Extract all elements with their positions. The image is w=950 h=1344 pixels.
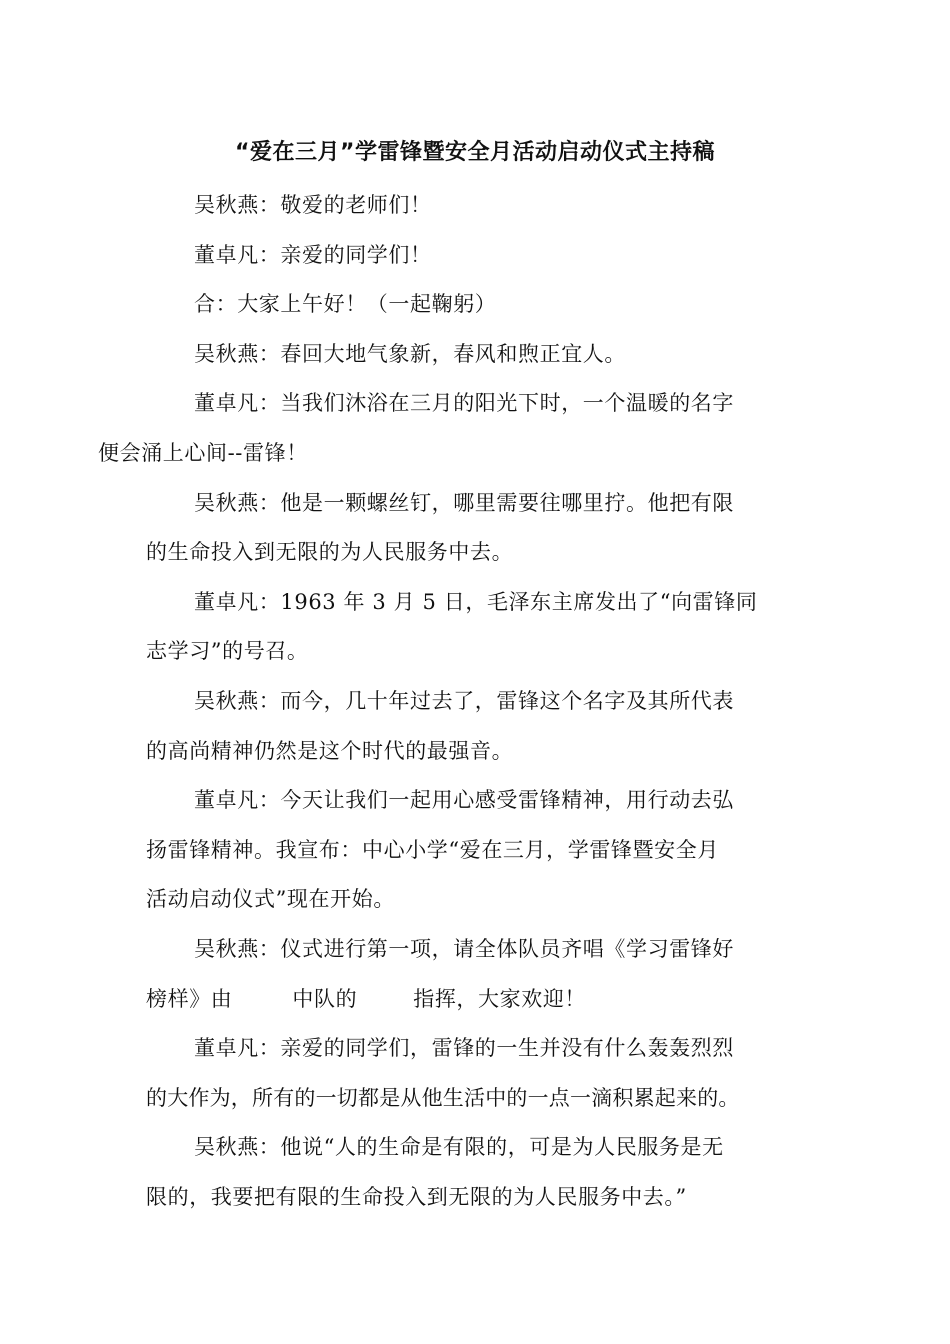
paragraph-6	[146, 479, 806, 578]
paragraph-line: 合：大家上午好！（一起鞠躬）	[194, 292, 497, 317]
paragraph-line: 吴秋燕：春回大地气象新，春风和煦正宜人。	[194, 341, 626, 366]
document-title: “爱在三月”学雷锋暨安全月活动启动仪式主持稿	[235, 140, 715, 165]
paragraph-9	[146, 776, 806, 925]
paragraph-line: 董卓凡：亲爱的同学们！	[194, 242, 432, 267]
paragraph-line: 吴秋燕：他是一颗螺丝钉，哪里需要往哪里拧。他把有限	[194, 490, 734, 515]
paragraph-8	[146, 677, 806, 776]
paragraph-line: 吴秋燕：他说“人的生命是有限的，可是为人民服务是无	[194, 1135, 724, 1160]
paragraph-line: 董卓凡：今天让我们一起用心感受雷锋精神，用行动去弘	[194, 788, 734, 813]
paragraph-line: 限的，我要把有限的生命投入到无限的为人民服务中去。”	[146, 1184, 687, 1209]
paragraph-10	[146, 925, 806, 1024]
paragraph-1	[146, 181, 806, 231]
paragraph-line: 志学习”的号召。	[146, 639, 309, 664]
paragraph-3	[146, 280, 806, 330]
paragraph-4	[146, 330, 806, 380]
paragraph-line: 吴秋燕：而今，几十年过去了，雷锋这个名字及其所代表	[194, 688, 734, 713]
paragraph-line: 董卓凡：1963 年 3 月 5 日，毛泽东主席发出了“向雷锋同	[194, 589, 758, 614]
paragraph-11	[146, 1024, 806, 1123]
paragraph-line: 活动启动仪式”现在开始。	[146, 887, 395, 912]
text-segment: 中队的	[292, 986, 358, 1011]
paragraph-5	[98, 379, 806, 478]
paragraph-line: 便会涌上心间--雷锋！	[98, 440, 308, 465]
paragraph-line: 扬雷锋精神。我宣布：中心小学“爱在三月，学雷锋暨安全月	[146, 837, 719, 862]
paragraph-12	[146, 1123, 806, 1222]
paragraph-line: 的大作为，所有的一切都是从他生活中的一点一滴积累起来的。	[146, 1085, 740, 1110]
paragraph-line: 董卓凡：当我们沐浴在三月的阳光下时，一个温暖的名字	[194, 391, 734, 416]
document-body	[98, 181, 806, 1222]
paragraph-line: 的高尚精神仍然是这个时代的最强音。	[146, 738, 514, 763]
paragraph-2	[146, 231, 806, 281]
paragraph-line-with-blanks	[98, 975, 806, 1025]
paragraph-line: 吴秋燕：敬爱的老师们！	[194, 193, 432, 217]
paragraph-line: 董卓凡：亲爱的同学们，雷锋的一生并没有什么轰轰烈烈	[194, 1036, 734, 1061]
text-segment: 指挥，大家欢迎！	[413, 986, 587, 1011]
paragraph-line: 吴秋燕：仪式进行第一项，请全体队员齐唱《学习雷锋好	[194, 936, 734, 961]
paragraph-7	[146, 578, 806, 677]
paragraph-line: 的生命投入到无限的为人民服务中去。	[146, 540, 514, 565]
text-segment: 榜样》由	[146, 986, 233, 1011]
